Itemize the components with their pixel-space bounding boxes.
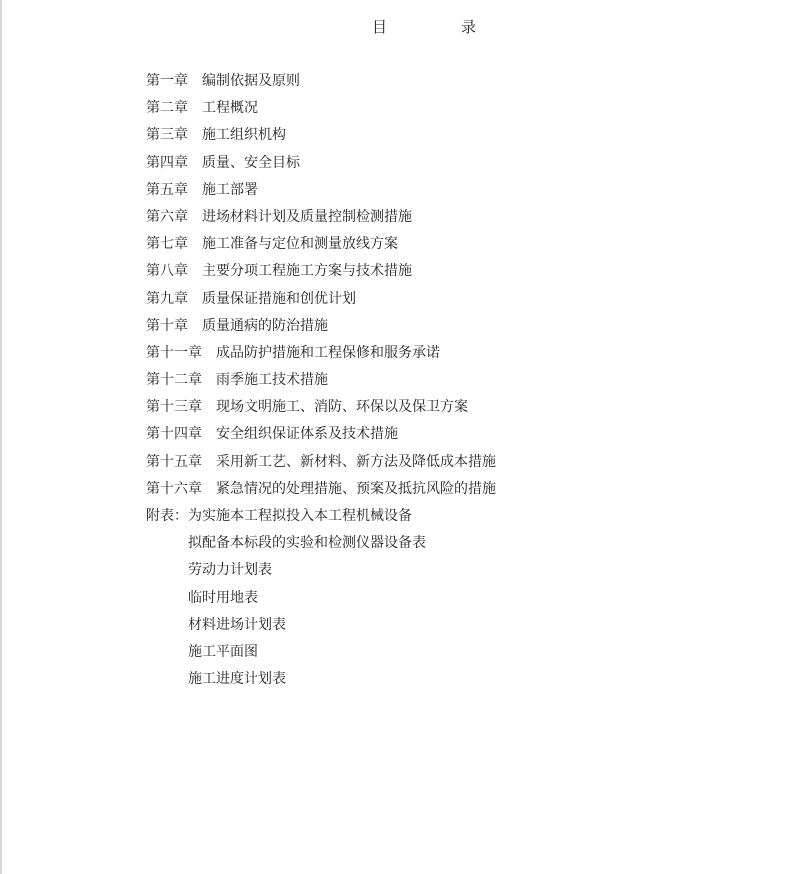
- page-title: [0, 17, 794, 37]
- toc-chapter-row: [146, 233, 746, 260]
- appendix-item: 施工平面图: [188, 643, 258, 660]
- chapter-number: 第四章: [146, 154, 188, 171]
- toc-chapter-row: [146, 97, 746, 124]
- toc-chapter-row: [146, 70, 746, 97]
- chapter-title: 现场文明施工、消防、环保以及保卫方案: [216, 399, 468, 416]
- toc-chapter-row: [146, 423, 746, 450]
- toc-chapter-row: [146, 315, 746, 342]
- chapter-number: 第十二章: [146, 372, 202, 389]
- chapter-number: 第五章: [146, 181, 188, 198]
- chapter-number: 第八章: [146, 263, 188, 280]
- appendix-item: 劳动力计划表: [188, 562, 272, 579]
- toc-chapter-row: [146, 369, 746, 396]
- chapter-title: 主要分项工程施工方案与技术措施: [202, 263, 412, 280]
- title-char-left: 目: [372, 18, 388, 36]
- chapter-title: 工程概况: [202, 100, 258, 117]
- chapter-number: 第九章: [146, 290, 188, 307]
- chapter-title: 质量通病的防治措施: [202, 317, 328, 334]
- toc-chapter-row: [146, 478, 746, 505]
- appendix-item: 拟配备本标段的实验和检测仪器设备表: [188, 535, 426, 552]
- title-char-right: 录: [461, 18, 477, 36]
- chapter-number: 第七章: [146, 236, 188, 253]
- toc-chapter-row: [146, 342, 746, 369]
- chapter-title: 进场材料计划及质量控制检测措施: [202, 208, 412, 225]
- toc-chapter-row: [146, 451, 746, 478]
- chapter-number: 第十五章: [146, 453, 202, 470]
- chapter-number: 第十章: [146, 317, 188, 334]
- chapter-number: 第三章: [146, 127, 188, 144]
- chapter-number: 第十三章: [146, 399, 202, 416]
- chapter-title: 施工部署: [202, 181, 258, 198]
- toc-chapter-row: [146, 396, 746, 423]
- toc-chapter-row: [146, 260, 746, 287]
- appendix-item: 施工进度计划表: [188, 671, 286, 688]
- table-of-contents: [146, 70, 746, 695]
- appendix-item: 材料进场计划表: [188, 616, 286, 633]
- chapter-number: 第十四章: [146, 426, 202, 443]
- toc-chapter-row: [146, 206, 746, 233]
- appendix-item: 临时用地表: [188, 589, 258, 606]
- toc-chapter-row: [146, 288, 746, 315]
- chapter-title: 质量保证措施和创优计划: [202, 290, 356, 307]
- chapter-title: 雨季施工技术措施: [216, 372, 328, 389]
- chapter-title: 编制依据及原则: [202, 73, 300, 89]
- chapter-number: 第一章: [146, 73, 188, 89]
- toc-chapter-row: [146, 179, 746, 206]
- chapter-title: 施工组织机构: [202, 127, 286, 144]
- chapter-title: 紧急情况的处理措施、预案及抵抗风险的措施: [216, 480, 496, 497]
- chapter-number: 第十一章: [146, 344, 202, 361]
- chapter-number: 第六章: [146, 208, 188, 225]
- appendix-heading: 附表：为实施本工程拟投入本工程机械设备: [146, 508, 412, 524]
- toc-chapter-row: [146, 152, 746, 179]
- chapter-title: 质量、安全目标: [202, 154, 300, 171]
- chapter-title: 采用新工艺、新材料、新方法及降低成本措施: [216, 453, 496, 470]
- chapter-title: 安全组织保证体系及技术措施: [216, 426, 398, 443]
- toc-chapter-row: [146, 124, 746, 151]
- chapter-number: 第二章: [146, 100, 188, 117]
- chapter-title: 成品防护措施和工程保修和服务承诺: [216, 344, 440, 361]
- chapter-number: 第十六章: [146, 480, 202, 497]
- chapter-title: 施工准备与定位和测量放线方案: [202, 236, 398, 253]
